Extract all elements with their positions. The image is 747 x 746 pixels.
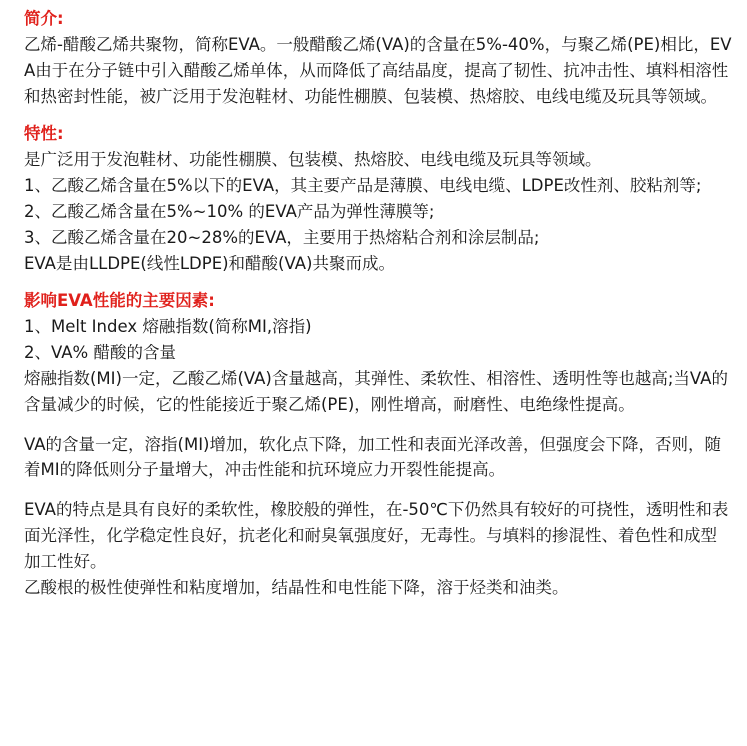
- factors-paragraph-3: EVA的特点是具有良好的柔软性，橡胶般的弹性，在-50℃下仍然具有较好的可挠性，透明性和表面光泽性，化学稳定性良好，抗老化和耐臭氧强度好，无毒性。与填料的掺混性、着色性和成型加工性好。: [24, 500, 729, 571]
- factors-paragraph-4: 乙酸根的极性使弹性和粘度增加，结晶性和电性能下降，溶于烃类和油类。: [24, 577, 569, 597]
- factors-line-1: 2、VA% 醋酸的含量: [24, 343, 176, 363]
- factors-paragraph-1: 熔融指数(MI)一定，乙酸乙烯(VA)含量越高，其弹性、柔软性、相溶性、透明性等也越高;当VA的含量减少的时候，它的性能接近于聚乙烯(PE)，刚性增高，耐磨性、电绝缘性提高。: [24, 368, 728, 414]
- intro-paragraph: 乙烯-醋酸乙烯共聚物，简称EVA。一般醋酸乙烯(VA)的含量在5%-40%，与聚乙烯(PE)相比，EVA由于在分子链中引入醋酸乙烯单体，从而降低了高结晶度，提高了韧性、抗冲击性、填料相溶性和热密封性能，被广泛用于发泡鞋材、功能性棚膜、包装模、热熔胶、电线电缆及玩具等领域。: [24, 35, 732, 106]
- features-line-4: EVA是由LLDPE(线性LDPE)和醋酸(VA)共聚而成。: [24, 253, 395, 273]
- features-heading: 特性:: [24, 124, 64, 144]
- features-line-2: 2、乙酸乙烯含量在5%~10% 的EVA产品为弹性薄膜等;: [24, 201, 435, 221]
- factors-line-0: 1、Melt Index 熔融指数(简称MI,溶指): [24, 317, 312, 337]
- features-line-0: 是广泛用于发泡鞋材、功能性棚膜、包装模、热熔胶、电线电缆及玩具等领域。: [24, 150, 602, 170]
- intro-heading: 简介:: [24, 9, 64, 28]
- features-line-1: 1、乙酸乙烯含量在5%以下的EVA，其主要产品是薄膜、电线电缆、LDPE改性剂、胶粘剂等;: [24, 176, 702, 196]
- factors-heading: 影响EVA性能的主要因素:: [24, 291, 215, 311]
- factors-paragraph-2: VA的含量一定，溶指(MI)增加，软化点下降，加工性和表面光泽改善，但强度会下降，否则，随着MI的降低则分子量增大，冲击性能和抗环境应力开裂性能提高。: [24, 434, 721, 480]
- features-line-3: 3、乙酸乙烯含量在20~28%的EVA，主要用于热熔粘合剂和涂层制品;: [24, 227, 540, 247]
